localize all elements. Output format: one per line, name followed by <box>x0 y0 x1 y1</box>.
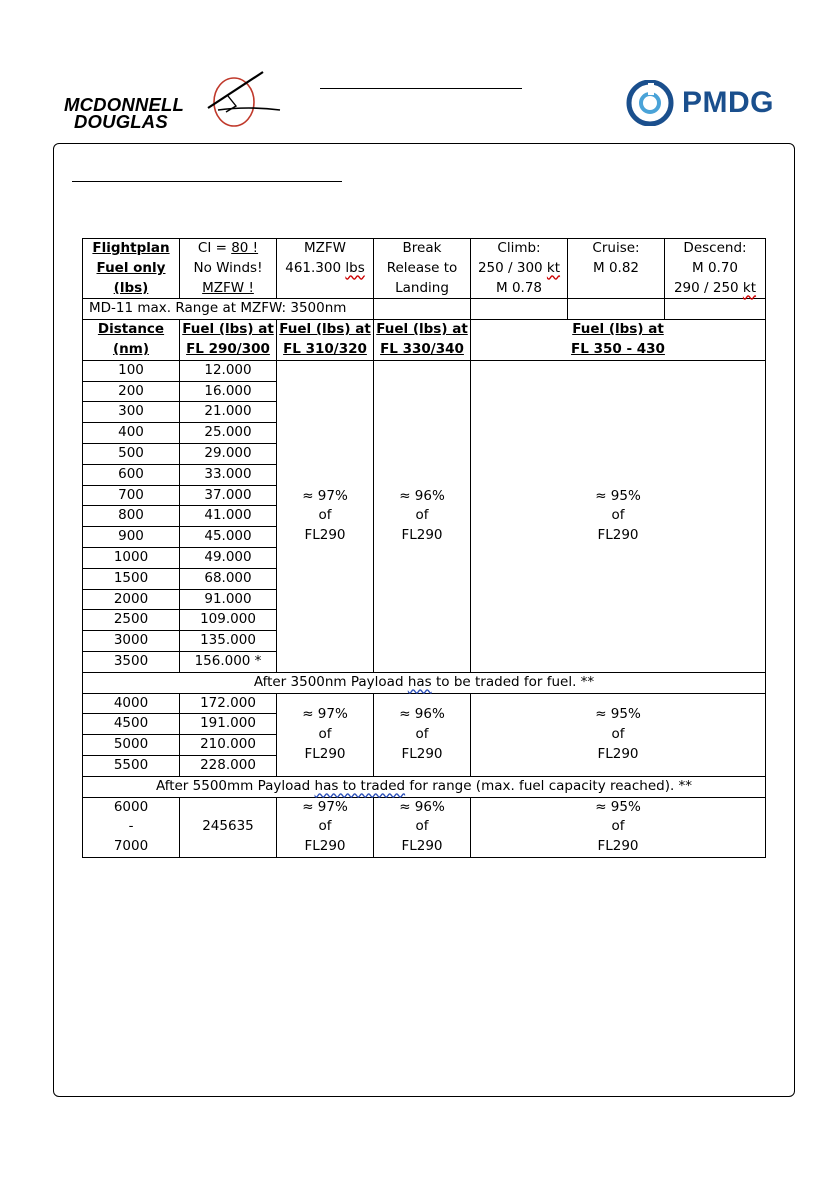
fuel-cell: 37.000 <box>180 485 277 506</box>
note-5500-row <box>83 776 766 797</box>
table-row <box>83 693 766 714</box>
fuel-cell: 191.000 <box>180 714 277 735</box>
distance-cell: 1000 <box>83 547 180 568</box>
note-5500: After 5500mm Payload has to traded for range (max. fuel capacity reached). ** <box>83 776 766 797</box>
fuel-cell: 49.000 <box>180 547 277 568</box>
distance-cell: 300 <box>83 402 180 423</box>
mzfw-header: MZFW 461.300 lbs <box>277 239 374 299</box>
table-row <box>83 797 766 857</box>
distance-cell: 900 <box>83 527 180 548</box>
distance-cell: 600 <box>83 464 180 485</box>
pmdg-logo-text: PMDG <box>682 86 774 119</box>
md-logo-line2: DOUGLAS <box>74 111 168 132</box>
fuel-cell: 156.000 * <box>180 651 277 672</box>
fl350-column-header: Fuel (lbs) at FL 350 - 430 <box>471 320 766 361</box>
distance-cell: 100 <box>83 360 180 381</box>
section-title-underline <box>72 181 342 182</box>
distance-cell: 5000 <box>83 735 180 756</box>
fuel-cell: 68.000 <box>180 568 277 589</box>
fuel-cell: 25.000 <box>180 423 277 444</box>
distance-cell: 700 <box>83 485 180 506</box>
distance-cell: 500 <box>83 443 180 464</box>
fl330-column-header: Fuel (lbs) at FL 330/340 <box>374 320 471 361</box>
flightplan-header: Flightplan Fuel only (lbs) <box>83 239 180 299</box>
pmdg-emblem-icon <box>626 80 676 126</box>
distance-cell: 1500 <box>83 568 180 589</box>
fuel-cell: 228.000 <box>180 755 277 776</box>
fuel-cell: 45.000 <box>180 527 277 548</box>
mcdonnell-douglas-logo <box>58 66 288 136</box>
distance-cell: 800 <box>83 506 180 527</box>
distance-cell: 5500 <box>83 755 180 776</box>
distance-cell: 3000 <box>83 631 180 652</box>
max-range-row <box>83 299 766 320</box>
section-b-rows <box>83 693 766 776</box>
cruise-header: Cruise: M 0.82 <box>568 239 665 299</box>
ci-header: CI = 80 ! No Winds! MZFW ! <box>180 239 277 299</box>
distance-cell: 2000 <box>83 589 180 610</box>
max-range-note: MD-11 max. Range at MZFW: 3500nm <box>83 299 374 320</box>
fuel-cell: 135.000 <box>180 631 277 652</box>
distance-cell: 3500 <box>83 651 180 672</box>
table-header-row <box>83 239 766 299</box>
pct-310-cell: ≈ 97% of FL290 <box>277 693 374 776</box>
distance-cell: 4000 <box>83 693 180 714</box>
distance-cell: 200 <box>83 381 180 402</box>
pct-310-cell: ≈ 97% of FL290 <box>277 797 374 857</box>
fuel-cell: 16.000 <box>180 381 277 402</box>
break-release-header: Break Release to Landing <box>374 239 471 299</box>
fuel-cell: 29.000 <box>180 443 277 464</box>
distance-column-header: Distance (nm) <box>83 320 180 361</box>
fl290-column-header: Fuel (lbs) at FL 290/300 <box>180 320 277 361</box>
fuel-cell: 109.000 <box>180 610 277 631</box>
fuel-cell: 245635 <box>180 797 277 857</box>
ci-value: 80 ! <box>231 240 259 256</box>
ci-no-winds: No Winds! <box>193 259 263 276</box>
pmdg-logo <box>626 80 796 126</box>
section-a-rows <box>83 360 766 672</box>
fuel-cell: 91.000 <box>180 589 277 610</box>
pct-350-cell: ≈ 95% of FL290 <box>471 693 766 776</box>
column-header-row <box>83 320 766 361</box>
fuel-cell: 12.000 <box>180 360 277 381</box>
pct-310-cell: ≈ 97% of FL290 <box>277 360 374 672</box>
pct-330-cell: ≈ 96% of FL290 <box>374 797 471 857</box>
distance-cell: 4500 <box>83 714 180 735</box>
fuel-cell: 33.000 <box>180 464 277 485</box>
header-title-underline <box>320 88 522 89</box>
distance-cell: 2500 <box>83 610 180 631</box>
table-row <box>83 360 766 381</box>
fl310-column-header: Fuel (lbs) at FL 310/320 <box>277 320 374 361</box>
pct-350-cell: ≈ 95% of FL290 <box>471 360 766 672</box>
note-3500-row <box>83 672 766 693</box>
climb-header: Climb: 250 / 300 kt M 0.78 <box>471 239 568 299</box>
fuel-cell: 172.000 <box>180 693 277 714</box>
descend-header: Descend: M 0.70 290 / 250 kt <box>665 239 766 299</box>
fuel-cell: 41.000 <box>180 506 277 527</box>
ci-mzfw: MZFW ! <box>202 279 254 296</box>
md-logo-line1: MCDONNELL <box>64 94 184 115</box>
fuel-cell: 21.000 <box>180 402 277 423</box>
pct-330-cell: ≈ 96% of FL290 <box>374 360 471 672</box>
pct-330-cell: ≈ 96% of FL290 <box>374 693 471 776</box>
distance-cell: 400 <box>83 423 180 444</box>
distance-cell: 6000 - 7000 <box>83 797 180 857</box>
fuel-cell: 210.000 <box>180 735 277 756</box>
note-3500: After 3500nm Payload has to be traded for fuel. ** <box>83 672 766 693</box>
fuel-table <box>82 238 766 858</box>
pct-350-cell: ≈ 95% of FL290 <box>471 797 766 857</box>
